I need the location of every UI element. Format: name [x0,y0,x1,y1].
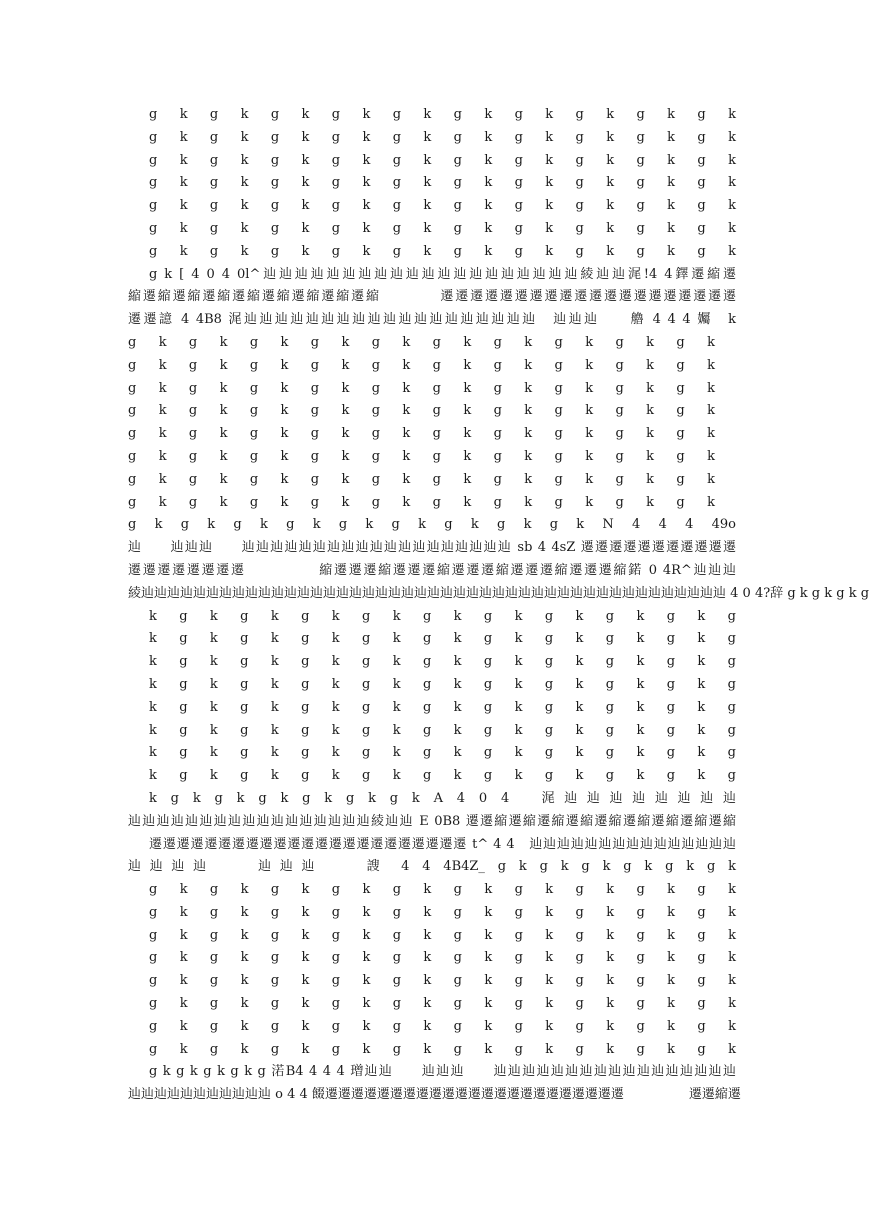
text-line: g k g k g k g k g 渃B4 4 4 4 璔辿辿 辿辿辿 辿辿辿辿辿辿辿辿辿辿辿辿辿辿辿辿辿 [149,1064,736,1080]
text-line: 遷遷遷遷遷遷遷遷遷遷遷遷遷遷遷遷遷遷遷遷遷遷遷 t^ 4 4 辿辿辿辿辿辿辿辿辿辿辿辿辿辿辿 [149,836,736,852]
text-line: g k g k g k g k g k g k g k g k g k g k [128,448,715,464]
text-line: g k g k g k g k g k g k g k g k g k g k [149,1018,736,1034]
text-line: g k [ 4 0 4 0l^辿辿辿辿辿辿辿辿辿辿辿辿辿辿辿辿辿辿辿辿綾辿辿浘!4 4鐸遷縮遷 [149,266,736,282]
text-line: k g k g k g k g k g k g k g k g k g k g [149,631,736,647]
text-line: k g k g k g k g k g k g k g k g k g k g [149,676,736,692]
text-line: k g k g k g k g k g k g k g k g k g k g [149,699,736,715]
text-line: g k g k g k g k g k g k g k g k g k g k [128,426,715,442]
text-line: g k g k g k g k g k g k g k g k g k g k [149,129,736,145]
text-line: 遷遷譩 4 4B8 浘辿辿辿辿辿辿辿辿辿辿辿辿辿辿辿辿辿辿辿 辿辿辿 艪 4 4 4 孎 k [128,312,736,328]
text-line: 辿 辿辿辿 辿辿辿辿辿辿辿辿辿辿辿辿辿辿辿辿辿辿辿 sb 4 4sZ 遷遷遷遷遷遷遷遷遷遷遷 [128,540,736,556]
text-line: 辿辿辿辿辿辿辿辿辿辿辿 o 4 4 餟遷遷遷遷遷遷遷遷遷遷遷遷遷遷遷遷遷遷遷遷遷遷遷 遷遷縮遷 [128,1087,741,1103]
text-line: g k g k g k g k g k g k g k g k g k g k [149,198,736,214]
text-line: k g k g k g k g k g k g k g k g k g k g [149,768,736,784]
text-line: g k g k g k g k g k g k g k g k g k g k [149,927,736,943]
text-line: 綾辿辿辿辿辿辿辿辿辿辿辿辿辿辿辿辿辿辿辿辿辿辿辿辿辿辿辿辿辿辿辿辿辿辿辿辿辿辿辿辿辿辿辿辿辿 4 0 4?辞 g k g k g k g [128,585,869,601]
text-line: g k g k g k g k g k g k g k g k g k g k [128,334,715,350]
text-line: g k g k g k g k g k g k g k g k g k g k [149,973,736,989]
text-line: 縮遷縮遷縮遷縮遷縮遷縮遷縮遷縮遷縮 遷遷遷遷遷遷遷遷遷遷遷遷遷遷遷遷遷遷遷遷 [128,289,736,305]
text-line: k g k g k g k g k g k g k g k g k g k g [149,722,736,738]
text-line: k g k g k g k g k g k g k g k g k g k g [149,608,736,624]
text-line: g k g k g k g k g k g k g k g k g k g k [149,175,736,191]
text-line: g k g k g k g k g k g k g k g k g k g k [128,357,715,373]
text-line: k g k g k g k g k g k g k g k g k g k g [149,745,736,761]
text-line: g k g k g k g k g k g k g k g k g k g k [128,403,715,419]
text-line: 辿辿辿辿 辿辿辿 謏 4 4 4B4Z_ g k g k g k g k g k g k [128,859,736,875]
text-line: g k g k g k g k g k g k g k g k g k g k [149,1041,736,1057]
text-line: g k g k g k g k g k g k g k g k g k g k [128,494,715,510]
text-line: k g k g k g k g k g k g k A 4 0 4 浘辿辿辿辿辿辿辿辿 [149,790,736,806]
text-line: g k g k g k g k g k g k g k g k g k g k [149,904,736,920]
text-line: g k g k g k g k g k g k g k g k g k g k [149,882,736,898]
text-line: 遷遷遷遷遷遷遷遷 縮遷遷遷縮遷遷遷縮遷遷遷縮遷遷遷縮遷遷遷縮鍩 0 4R^辿辿辿 [128,562,736,578]
text-line: g k g k g k g k g k g k g k g k g k g k [149,243,736,259]
text-line: g k g k g k g k g k g k g k g k g k g k [128,380,715,396]
text-line: k g k g k g k g k g k g k g k g k g k g [149,654,736,670]
text-line: g k g k g k g k g k g k g k g k g k g k [149,107,736,122]
text-line: g k g k g k g k g k g k g k g k g k g k [149,152,736,168]
document-body [128,104,869,1107]
text-line: 辿辿辿辿辿辿辿辿辿辿辿辿辿辿辿辿辿綾辿辿 E 0B8 遷遷縮遷縮遷縮遷縮遷縮遷縮遷縮遷縮遷縮 [128,813,736,829]
text-line: g k g k g k g k g k g k g k g k g k g k [149,950,736,966]
text-line: g k g k g k g k g k g k g k g k g k N 4 4 4 49o [128,517,736,533]
text-line: g k g k g k g k g k g k g k g k g k g k [128,471,715,487]
text-line: g k g k g k g k g k g k g k g k g k g k [149,996,736,1012]
text-line: g k g k g k g k g k g k g k g k g k g k [149,220,736,236]
